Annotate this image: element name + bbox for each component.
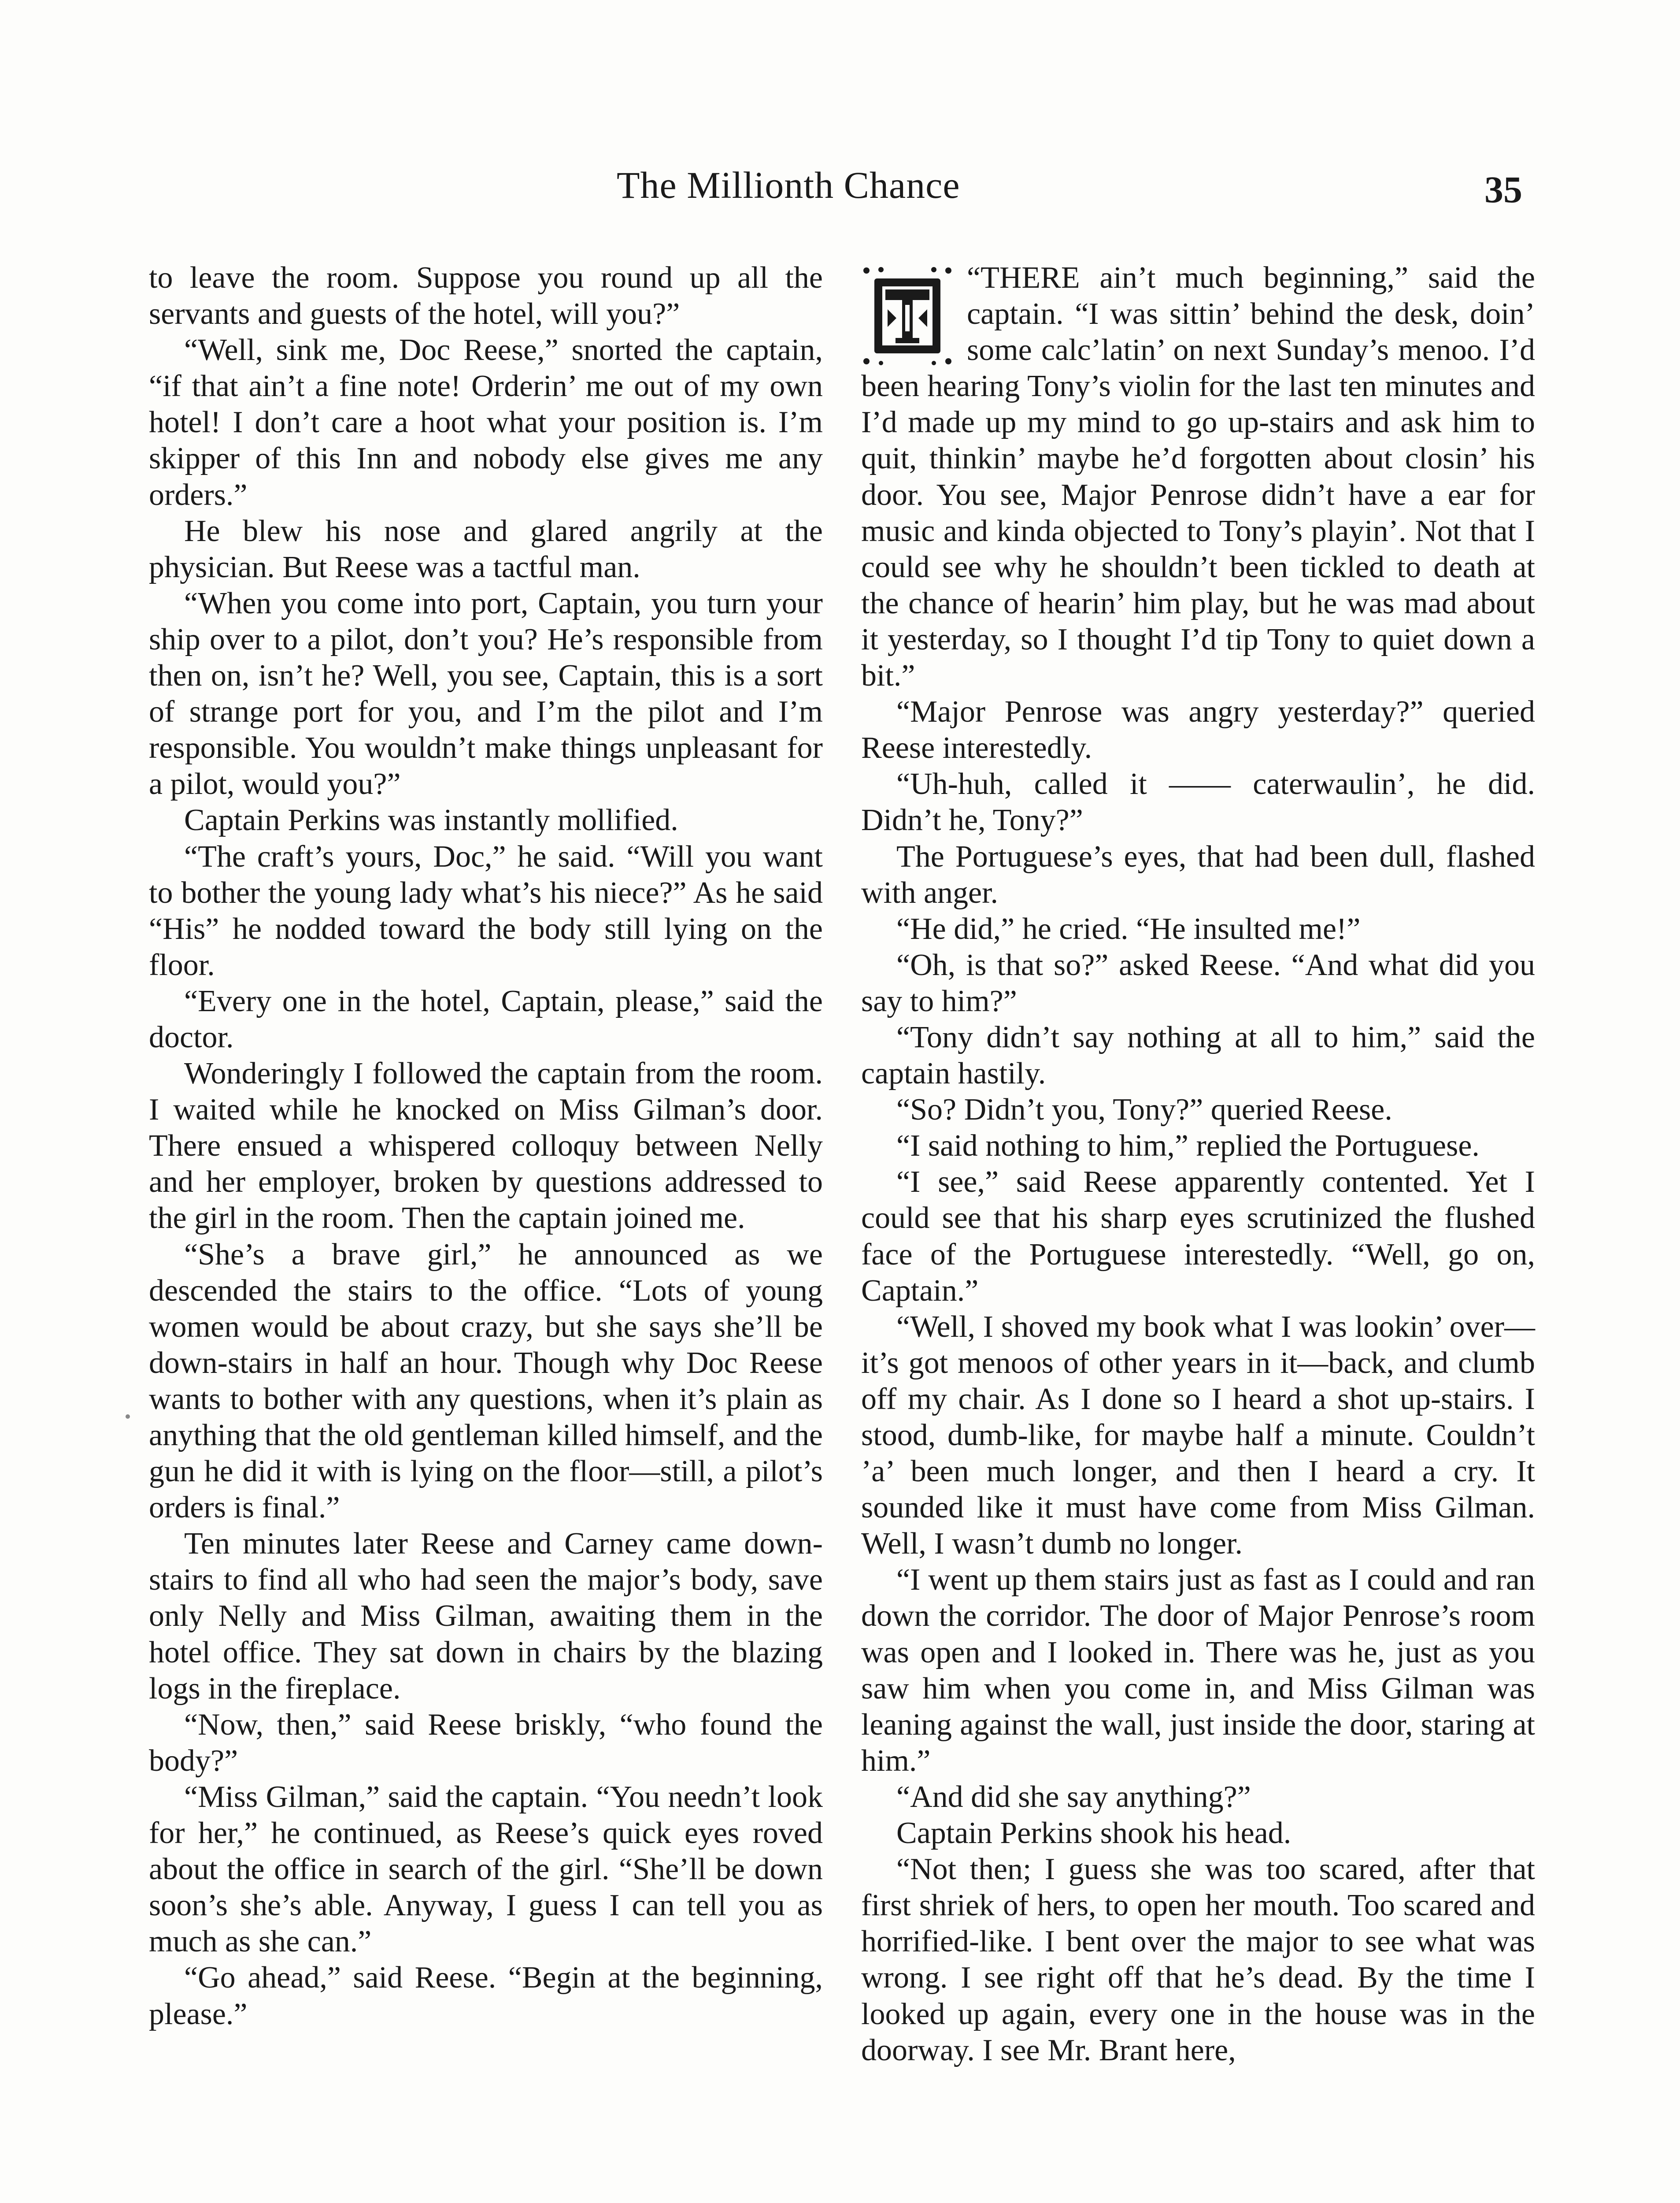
paragraph: “I went up them stairs just as fast as I could and ran down the corridor. The door of Major Penrose’s room was open and I looked in. There was he, just as you saw him when you come in, and Miss Gilman was leaning against the wall, just inside the door, staring at him.” [861,1563,1535,1778]
paragraph: “Miss Gilman,” said the captain. “You needn’t look for her,” he continued, as Reese’s quick eyes roved about the office in search of the girl. “She’ll be down soon’s she’s able. Anyway, I guess I can tell you as much as she can.” [149,1780,823,1959]
page-number: 35 [1484,168,1522,211]
paragraph: “And did she say anything?” [896,1780,1251,1814]
stray-ink-mark [126,1414,130,1419]
ornamental-initial-T-icon [861,265,954,367]
right-text-column [861,260,1535,2069]
page-header [0,163,1680,220]
paragraph: “Uh-huh, called it —— caterwaulin’, he did. Didn’t he, Tony?” [861,767,1535,838]
paragraph: “Well, I shoved my book what I was lookin’ over—it’s got menoos of other years in it—back, and clumb off my chair. As I done so I heard a shot up-stairs. I stood, dumb-like, for maybe half a minute. Couldn’t ’a’ been much longer, and then I heard a cry. It sounded like it must have come from Miss Gilman. Well, I wasn’t dumb no longer. [861,1309,1535,1561]
paragraph: “The craft’s yours, Doc,” he said. “Will you want to bother the young lady what’s his niece?” As he said “His” he nodded toward the body still lying on the floor. [149,839,823,982]
paragraph: “I see,” said Reese apparently contented. Yet I could see that his sharp eyes scrutinized the flushed face of the Portuguese interestedly. “Well, go on, Captain.” [861,1165,1535,1308]
paragraph: “Oh, is that so?” asked Reese. “And what did you say to him?” [861,948,1535,1018]
paragraph: to leave the room. Suppose you round up all the servants and guests of the hotel, will you?” [149,261,823,331]
paragraph: “So? Didn’t you, Tony?” queried Reese. [896,1093,1392,1127]
paragraph: Captain Perkins was instantly mollified. [184,803,678,838]
paragraph: “Tony didn’t say nothing at all to him,” said the captain hastily. [861,1020,1535,1091]
paragraph: “Every one in the hotel, Captain, please,” said the doctor. [149,984,823,1054]
paragraph: He blew his nose and glared angrily at the physician. But Reese was a tactful man. [149,514,823,584]
paragraph: Wonderingly I followed the captain from the room. I waited while he knocked on Miss Gilman’s door. There ensued a whispered colloquy between Nelly and her employer, broken by questions addressed to the girl in the room. Then the captain joined me. [149,1057,823,1235]
paragraph: “When you come into port, Captain, you turn your ship over to a pilot, don’t you? He’s responsible from then on, isn’t he? Well, you see, Captain, this is a sort of strange port for you, and I’m the pilot and I’m responsible. You wouldn’t make things unpleasant for a pilot, would you?” [149,586,823,801]
paragraph: “Go ahead,” said Reese. “Begin at the beginning, please.” [149,1961,823,2031]
paragraph: Captain Perkins shook his head. [896,1816,1291,1851]
running-title: The Millionth Chance [617,164,960,206]
paragraph: “Not then; I guess she was too scared, after that first shriek of hers, to open her mouth. Too scared and horrified-like. I bent over the major to see what was wrong. I see right off that he’s dead. By the time I looked up again, every one in the house was in the doorway. I see Mr. Brant here, [861,1852,1535,2067]
paragraph: Ten minutes later Reese and Carney came down-stairs to find all who had seen the major’s body, save only Nelly and Miss Gilman, awaiting them in the hotel office. They sat down in chairs by the blazing logs in the fireplace. [149,1527,823,1706]
paragraph: “Well, sink me, Doc Reese,” snorted the captain, “if that ain’t a fine note! Orderin’ me out of my own hotel! I don’t care a hoot what your position is. I’m skipper of this Inn and nobody else gives me any orders.” [149,333,823,512]
paragraph: “THERE ain’t much beginning,” said the captain. “I was sittin’ behind the desk, doin’ some calc’latin’ on next Sunday’s menoo. I’d been hearing Tony’s violin for the last ten minutes and I’d made up my mind to go up-stairs and ask him to quit, thinkin’ maybe he’d forgotten about closin’ his door. You see, Major Penrose didn’t have a ear for music and kinda objected to Tony’s playin’. Not that I could see why he shouldn’t been tickled to death at the chance of hearin’ him play, but he was mad about it yesterday, so I thought I’d tip Tony to quiet down a bit.” [861,261,1535,693]
paragraph: “Major Penrose was angry yesterday?” queried Reese interestedly. [861,695,1535,765]
left-text-column [149,260,823,2032]
paragraph: “He did,” he cried. “He insulted me!” [896,912,1361,946]
paragraph: “Now, then,” said Reese briskly, “who found the body?” [149,1707,823,1778]
paragraph: “She’s a brave girl,” he announced as we descended the stairs to the office. “Lots of young women would be about crazy, but she says she’ll be down-stairs in half an hour. Though why Doc Reese wants to bother with any questions, when it’s plain as anything that the old gentleman killed himself, and the gun he did it with is lying on the floor—still, a pilot’s orders is final.” [149,1237,823,1525]
paragraph: “I said nothing to him,” replied the Portuguese. [896,1129,1480,1163]
paragraph: The Portuguese’s eyes, that had been dull, flashed with anger. [861,839,1535,910]
